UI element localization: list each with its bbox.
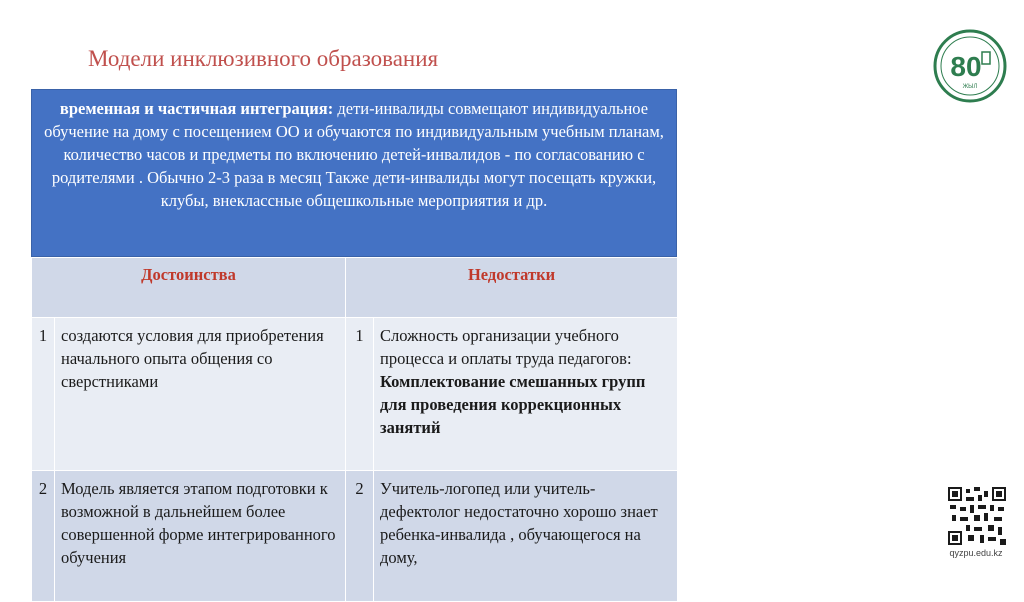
logo-caption: ЖЫЛ — [962, 84, 978, 90]
disadvantage-cell — [374, 471, 678, 602]
row-number-right: 2 — [346, 471, 374, 602]
header-disadvantages: Недостатки — [346, 258, 678, 318]
slide-title: Модели инклюзивного образования — [88, 46, 439, 71]
row-number-left: 1 — [32, 318, 55, 471]
comparison-table — [31, 257, 678, 602]
advantage-cell: создаются условия для приобретения начального опыта общения со сверстниками — [55, 318, 346, 471]
logo-number: 80 — [950, 51, 982, 82]
website-url: qyzpu.edu.kz — [949, 548, 1003, 558]
disadvantage-text: Учитель-логопед или учитель-дефектолог недостаточно хорошо знает ребенка-инвалида , обучающегося на дому, — [380, 479, 658, 567]
table-row — [32, 318, 678, 471]
row-number-right: 1 — [346, 318, 374, 471]
intro-text: дети-инвалиды совмещают индивидуальное обучение на дому с посещением ОО и обучаются по индивидуальным учебным планам, количество часов и предметы по включению детей-инвалидов - по согласованию с родителями . Обычно 2-3 раза в месяц Также дети-инвалиды могут посещать кружки, клубы, внеклассные общешкольные мероприятия и др. — [44, 99, 664, 210]
disadvantage-bold-text: Комплектование смешанных групп для проведения коррекционных занятий — [380, 372, 646, 437]
content-frame — [31, 89, 677, 602]
table-row — [32, 471, 678, 602]
intro-term: временная и частичная интеграция: — [59, 99, 334, 118]
intro-box — [31, 89, 677, 257]
table-header-row — [32, 258, 678, 318]
disadvantage-cell — [374, 318, 678, 471]
university-anniversary-logo-icon — [932, 28, 1008, 104]
header-advantages: Достоинства — [32, 258, 346, 318]
row-number-left: 2 — [32, 471, 55, 602]
disadvantage-text: Сложность организации учебного процесса и оплаты труда педагогов: — [380, 326, 632, 368]
advantage-cell: Модель является этапом подготовки к возможной в дальнейшем более совершенной форме интегрированного обучения — [55, 471, 346, 602]
qr-code-icon — [948, 487, 1006, 545]
